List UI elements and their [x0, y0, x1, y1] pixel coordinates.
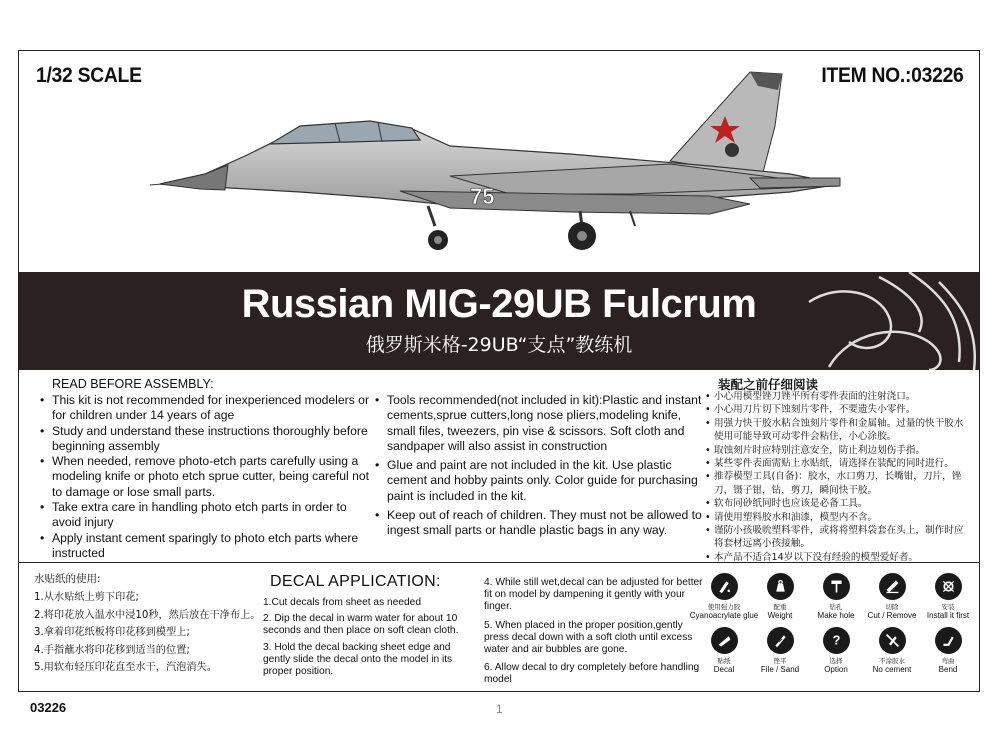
item-number: ITEM NO.:03226 — [821, 64, 964, 87]
legend-item-install: 安装 Install it first — [920, 573, 976, 621]
bend-icon — [935, 627, 962, 654]
glue-icon — [711, 573, 738, 600]
list-item: 3. Hold the decal backing sheet edge and gently slide the decal onto the model in its proper position. — [263, 641, 453, 678]
list-item: • Apply instant cement sparingly to photo etch parts where instructed — [40, 531, 370, 562]
aircraft-number: 75 — [470, 184, 495, 209]
footer-item-number: 03226 — [30, 700, 67, 715]
list-item: • 推荐模型工具(自备)：胶水，水口剪刀，长嘴钳，刀片，锉刀，镊子钳，钻，剪刀，瞬间快干胶。 — [705, 470, 967, 497]
list-item: • This kit is not recommended for inexperienced modelers or for children under 14 years of age — [40, 393, 370, 424]
list-item: 4.手指蘸水将印花移到适当的位置; — [34, 644, 190, 656]
read-before-heading-cn: 装配之前仔细阅读 — [718, 377, 819, 392]
decal-icon — [711, 627, 738, 654]
legend-item-file: 锉平 File / Sand — [752, 627, 808, 675]
read-before-heading: READ BEFORE ASSEMBLY: — [52, 377, 214, 391]
kit-title: Russian MIG-29UB Fulcrum — [241, 282, 757, 326]
symbol-legend — [689, 573, 976, 675]
legend-item-option: ? 选择 Option — [808, 627, 864, 675]
legend-item-bend: 弯曲 Bend — [920, 627, 976, 675]
list-item: • Glue and paint are not included in the kit. Use plastic cement and hobby paints only. Color guide for purchasing paint is included in the kit. — [375, 458, 710, 504]
list-item: • 小心用刀片切下蚀刻片零件，不要遗失小零件。 — [705, 403, 967, 416]
list-item: 3.拿着印花纸板将印花移到模型上; — [34, 627, 190, 638]
section-divider — [19, 562, 979, 563]
list-item: • 取蚀刻片时应特别注意安全，防止利边划伤手指。 — [705, 444, 967, 457]
list-item: 4. While still wet,decal can be adjusted for better fit on model by dampening it gently with your finger. — [484, 577, 703, 613]
decal-heading-cn: 水贴纸的使用: — [34, 573, 101, 585]
legend-item-drill: 钻孔 Make hole — [808, 573, 864, 621]
weight-icon — [767, 573, 794, 600]
list-item: 6. Allow decal to dry completely before handling model — [484, 662, 700, 686]
legend-item-weight: 配重 Weight — [752, 573, 808, 621]
svg-text:?: ? — [832, 632, 840, 648]
option-icon — [823, 627, 850, 654]
decal-steps-cn — [34, 589, 264, 677]
read-before-list-left — [40, 393, 370, 561]
legend-item-decal: 贴纸 Decal — [696, 627, 752, 675]
list-item: • 谨防小孩吸吮塑料零件，或将将塑料袋套在头上，制作时应将套材远离小孩接触。 — [705, 524, 967, 551]
list-item: • Keep out of reach of children. They must not be allowed to ingest small parts or handle plastic bags in any way. — [375, 508, 710, 539]
kit-subtitle-cn: 俄罗斯米格-29UB“支点”教练机 — [365, 334, 633, 356]
list-item: • When needed, remove photo-etch parts carefully using a modeling knife or photo etch sprue cutter, being careful not to damage or lose small parts. — [40, 454, 370, 500]
read-before-list-mid — [375, 393, 710, 539]
legend-item-glue: 使用强力胶 Cyanoacrylate glue — [696, 573, 752, 621]
list-item: • Tools recommended(not included in kit):Plastic and instant cements,sprue cutters,long nose pliers,modeling knife, small files, tweezers, pin vise & scissors. Soft cloth and sandpaper will also assist in construction — [375, 393, 710, 454]
list-item: 5. When placed in the proper position,gently press decal down with a soft cloth until excess water and air bubbles are gone. — [484, 619, 693, 656]
decal-steps-b — [484, 577, 709, 693]
legend-item-cut: 切除 Cut / Remove — [864, 573, 920, 621]
install-icon — [935, 573, 962, 600]
page-number: 1 — [496, 702, 503, 716]
list-item: • 某些零件表面需贴上水贴纸，请选择在装配的同时进行。 — [705, 457, 967, 470]
list-item: 5.用软布轻压印花直至水干，汽泡消失。 — [34, 662, 217, 673]
scale-label: 1/32 SCALE — [36, 64, 142, 87]
read-before-list-cn — [705, 390, 967, 564]
list-item: • 软布同砂纸同时也应该是必备工具。 — [705, 497, 967, 510]
legend-item-no-cement: 不涂胶水 No cement — [864, 627, 920, 675]
list-item: • 用强力快干胶水粘合蚀刻片零件和金属轴。过量的快干胶水使用可能导致可动零件会粘住，小心涂胶。 — [705, 417, 967, 444]
decal-heading: DECAL APPLICATION: — [270, 573, 441, 590]
list-item: 1.从水贴纸上剪下印花; — [34, 592, 139, 603]
file-icon — [767, 627, 794, 654]
title-banner — [19, 272, 979, 370]
list-item: 2. Dip the decal in warm water for about 10 seconds and then place on soft clean cloth. — [263, 613, 459, 637]
list-item: 2.将印花放入温水中浸10秒，然后放在干净布上。 — [34, 609, 261, 621]
list-item: • 小心用模型锉刀锉平所有零件表面的注射浇口。 — [705, 390, 967, 403]
decal-steps-a — [263, 597, 478, 682]
list-item: • 本产品不适合14岁以下没有经验的模型爱好者。 — [705, 551, 967, 564]
drill-icon — [823, 573, 850, 600]
list-item: • Study and understand these instructions thoroughly before beginning assembly — [40, 424, 370, 455]
cut-icon — [879, 573, 906, 600]
aircraft-illustration — [150, 66, 850, 266]
no-cement-icon — [879, 627, 906, 654]
list-item: 1.Cut decals from sheet as needed — [263, 597, 422, 608]
list-item: • Take extra care in handling photo etch parts in order to avoid injury — [40, 500, 370, 531]
list-item: • 请使用塑料胶水和油漆，模型内不含。 — [705, 511, 967, 524]
